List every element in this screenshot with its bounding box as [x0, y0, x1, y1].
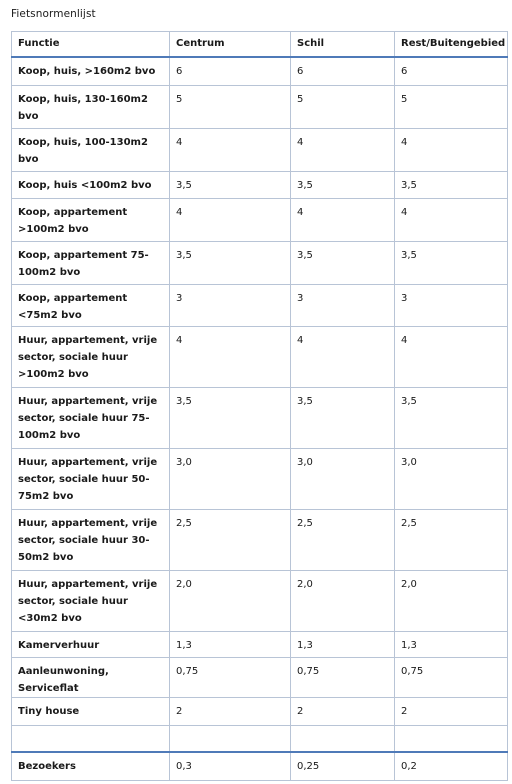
functie-cell: Koop, huis <100m2 bvo: [12, 171, 170, 198]
table-row: [12, 509, 508, 570]
rest-cell: 3,5: [395, 387, 508, 448]
bicycle-norms-table: [11, 31, 508, 781]
table-row: [12, 570, 508, 631]
visitors-row: [12, 752, 508, 780]
rest-cell: 1,3: [395, 631, 508, 657]
centrum-cell: 2,5: [170, 509, 291, 570]
rest-cell: 5: [395, 85, 508, 128]
schil-cell: 2,5: [291, 509, 395, 570]
functie-cell: Huur, appartement, vrije sector, sociale huur 30-50m2 bvo: [12, 509, 170, 570]
functie-cell: Koop, appartement 75-100m2 bvo: [12, 241, 170, 284]
centrum-cell: 2: [170, 697, 291, 725]
functie-cell: Koop, huis, >160m2 bvo: [12, 57, 170, 85]
empty-cell: [12, 725, 170, 752]
rest-cell: 3,5: [395, 171, 508, 198]
table-row: [12, 326, 508, 387]
functie-cell: Koop, appartement >100m2 bvo: [12, 198, 170, 241]
table-row: [12, 387, 508, 448]
rest-cell: 4: [395, 128, 508, 171]
centrum-cell: 4: [170, 128, 291, 171]
table-row: [12, 697, 508, 725]
header-rest-buitengebied: Rest/Buitengebied: [395, 32, 508, 58]
empty-cell: [291, 725, 395, 752]
centrum-cell: 0,75: [170, 657, 291, 697]
rest-cell: 0,2: [395, 752, 508, 780]
table-row: [12, 198, 508, 241]
functie-cell: Huur, appartement, vrije sector, sociale huur >100m2 bvo: [12, 326, 170, 387]
centrum-cell: 6: [170, 57, 291, 85]
schil-cell: 0,75: [291, 657, 395, 697]
functie-cell: Aanleunwoning, Serviceflat: [12, 657, 170, 697]
functie-cell: Kamerverhuur: [12, 631, 170, 657]
rest-cell: 2,5: [395, 509, 508, 570]
rest-cell: 4: [395, 198, 508, 241]
rest-cell: 3: [395, 284, 508, 326]
schil-cell: 2: [291, 697, 395, 725]
centrum-cell: 3,5: [170, 387, 291, 448]
table-header-row: [12, 32, 508, 58]
schil-cell: 5: [291, 85, 395, 128]
rest-cell: 3,5: [395, 241, 508, 284]
table-row: [12, 57, 508, 85]
centrum-cell: 3,0: [170, 448, 291, 509]
centrum-cell: 0,3: [170, 752, 291, 780]
schil-cell: 4: [291, 198, 395, 241]
centrum-cell: 4: [170, 198, 291, 241]
table-row: [12, 128, 508, 171]
rest-cell: 4: [395, 326, 508, 387]
schil-cell: 3: [291, 284, 395, 326]
header-centrum: Centrum: [170, 32, 291, 58]
table-row: [12, 657, 508, 697]
centrum-cell: 4: [170, 326, 291, 387]
document-title: Fietsnormenlijst: [11, 8, 96, 20]
centrum-cell: 5: [170, 85, 291, 128]
schil-cell: 4: [291, 326, 395, 387]
functie-cell: Bezoekers: [12, 752, 170, 780]
schil-cell: 2,0: [291, 570, 395, 631]
schil-cell: 3,5: [291, 171, 395, 198]
rest-cell: 2,0: [395, 570, 508, 631]
functie-cell: Huur, appartement, vrije sector, sociale huur 50-75m2 bvo: [12, 448, 170, 509]
header-functie: Functie: [12, 32, 170, 58]
centrum-cell: 2,0: [170, 570, 291, 631]
functie-cell: Koop, huis, 130-160m2 bvo: [12, 85, 170, 128]
functie-cell: Koop, huis, 100-130m2 bvo: [12, 128, 170, 171]
schil-cell: 3,0: [291, 448, 395, 509]
functie-cell: Tiny house: [12, 697, 170, 725]
centrum-cell: 1,3: [170, 631, 291, 657]
functie-cell: Huur, appartement, vrije sector, sociale huur <30m2 bvo: [12, 570, 170, 631]
rest-cell: 0,75: [395, 657, 508, 697]
centrum-cell: 3,5: [170, 171, 291, 198]
table-row: [12, 171, 508, 198]
table-row: [12, 631, 508, 657]
schil-cell: 3,5: [291, 241, 395, 284]
rest-cell: 6: [395, 57, 508, 85]
functie-cell: Huur, appartement, vrije sector, sociale huur 75-100m2 bvo: [12, 387, 170, 448]
table-row: [12, 284, 508, 326]
empty-cell: [170, 725, 291, 752]
table-row: [12, 85, 508, 128]
centrum-cell: 3,5: [170, 241, 291, 284]
schil-cell: 6: [291, 57, 395, 85]
rest-cell: 3,0: [395, 448, 508, 509]
schil-cell: 4: [291, 128, 395, 171]
schil-cell: 1,3: [291, 631, 395, 657]
functie-cell: Koop, appartement <75m2 bvo: [12, 284, 170, 326]
table-row: [12, 448, 508, 509]
schil-cell: 3,5: [291, 387, 395, 448]
empty-cell: [395, 725, 508, 752]
header-schil: Schil: [291, 32, 395, 58]
centrum-cell: 3: [170, 284, 291, 326]
schil-cell: 0,25: [291, 752, 395, 780]
table-row: [12, 241, 508, 284]
rest-cell: 2: [395, 697, 508, 725]
empty-separator-row: [12, 725, 508, 752]
